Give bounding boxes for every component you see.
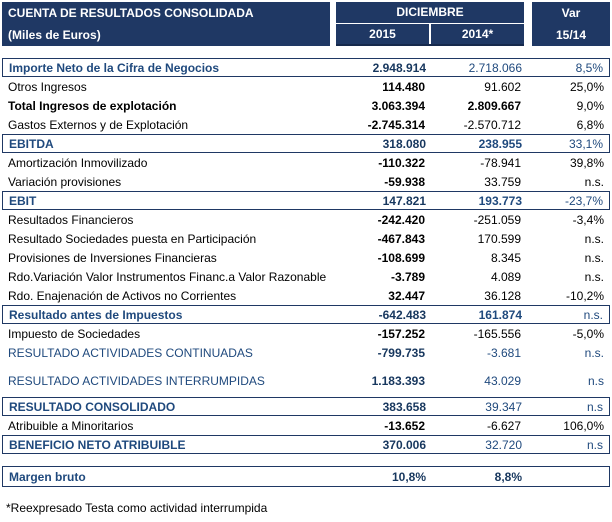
table-row: [2, 229, 610, 248]
column-header-2014: 2014*: [461, 26, 494, 41]
cell-label: Resultados Financieros: [8, 212, 134, 227]
cell-label: EBIT: [9, 193, 37, 208]
table-row: [2, 435, 610, 454]
header-diciembre-block: [336, 2, 524, 46]
table-row: [2, 58, 610, 77]
cell-v2015: 32.447: [388, 288, 425, 303]
cell-v2015: 370.006: [382, 437, 426, 452]
cell-var: 25,0%: [569, 79, 604, 94]
cell-var: n.s: [586, 437, 603, 452]
cell-v2015: -3.789: [390, 269, 425, 284]
table-row: [2, 324, 610, 343]
column-group-diciembre: DICIEMBRE: [336, 2, 524, 24]
cell-label: Rdo.Variación Valor Instrumentos Financ.a Valor Razonable: [8, 269, 327, 284]
cell-var: n.s.: [584, 250, 604, 265]
table-row: [2, 96, 610, 115]
cell-v2014: 193.773: [478, 193, 522, 208]
cell-v2014: -251.059: [473, 212, 521, 227]
cell-v2015: -799.735: [377, 345, 425, 360]
cell-label: Resultado Sociedades puesta en Participación: [8, 231, 257, 246]
cell-v2014: 2.718.066: [468, 60, 522, 75]
cell-var: n.s: [587, 373, 604, 388]
table-body: [2, 58, 610, 454]
margen-bruto-row: [2, 466, 610, 487]
cell-v2015: -110.322: [378, 155, 425, 170]
header-var-block: [532, 2, 610, 46]
cell-v2015: 114.480: [382, 79, 425, 94]
cell-v2015: -2.745.314: [367, 117, 425, 132]
cell-v2014: -165.556: [473, 326, 521, 341]
cell-var: n.s: [586, 399, 603, 414]
cell-v2015: 147.821: [382, 193, 426, 208]
cell-v2015: 318.080: [382, 136, 426, 151]
cell-v2014: 8.345: [490, 250, 521, 265]
cell-var: 9,0%: [576, 98, 604, 113]
cell-v2014: 43.029: [484, 373, 521, 388]
header-title-block: [2, 2, 330, 46]
cell-var: -3,4%: [572, 212, 604, 227]
cell-var: 106,0%: [563, 418, 604, 433]
table-row: [2, 286, 610, 305]
cell-label: Total Ingresos de explotación: [8, 98, 177, 113]
cell-var: n.s.: [584, 174, 604, 189]
table-row: [2, 248, 610, 267]
table-row: [2, 371, 610, 390]
cell-v2014: 170.599: [477, 231, 521, 246]
cell-label: Atribuible a Minoritarios: [8, 418, 134, 433]
column-header-2015: 2015: [369, 26, 396, 41]
cell-label: Gastos Externos y de Explotación: [8, 117, 189, 132]
row-spacer: [2, 362, 610, 371]
table-row: [2, 77, 610, 96]
table-row: [2, 172, 610, 191]
cell-v2014: 2.809.667: [467, 98, 521, 113]
cell-v2014: 36.128: [484, 288, 521, 303]
cell-label: Importe Neto de la Cifra de Negocios: [9, 60, 220, 75]
table-row: [2, 115, 610, 134]
cell-label: Impuesto de Sociedades: [8, 326, 141, 341]
cell-label: Resultado antes de Impuestos: [9, 307, 183, 322]
cell-v2014: 33.759: [484, 174, 521, 189]
cell-var: 8,5%: [575, 60, 603, 75]
cell-var: 6,8%: [576, 117, 604, 132]
cell-var: -10,2%: [565, 288, 604, 303]
cell-v2014: -78.941: [480, 155, 521, 170]
cell-v2015: -467.843: [377, 231, 425, 246]
cell-v2014: -6.627: [486, 418, 521, 433]
table-row: [2, 153, 610, 172]
table-title: CUENTA DE RESULTADOS CONSOLIDADA: [8, 6, 254, 20]
table-row: [2, 305, 610, 324]
footnote: *Reexpresado Testa como actividad interrumpida: [6, 501, 268, 515]
table-units: (Miles de Euros): [8, 28, 101, 42]
cell-v2014: 39.347: [485, 399, 522, 414]
cell-var: n.s.: [583, 307, 603, 322]
table-header: [2, 2, 610, 46]
table-row: [2, 397, 610, 416]
cell-var: -5,0%: [572, 326, 604, 341]
table-row: [2, 267, 610, 286]
table-row: [2, 210, 610, 229]
cell-label: Rdo. Enajenación de Activos no Corrientes: [8, 288, 237, 303]
column-header-var-sub: 15/14: [555, 28, 587, 42]
cell-v2015: 3.063.394: [371, 98, 425, 113]
table-row: [2, 134, 610, 153]
cell-v2015: -157.252: [377, 326, 425, 341]
margen-bruto-2015: 10,8%: [391, 469, 426, 484]
cell-v2014: 91.602: [484, 79, 521, 94]
cell-label: RESULTADO CONSOLIDADO: [9, 399, 176, 414]
cell-var: 39,8%: [569, 155, 604, 170]
cell-v2015: 2.948.914: [372, 60, 426, 75]
row-spacer: [2, 390, 610, 397]
table-row: [2, 416, 610, 435]
cell-v2014: 32.720: [485, 437, 522, 452]
cell-var: n.s.: [584, 231, 604, 246]
cell-label: Variación provisiones: [8, 174, 122, 189]
cell-var: 33,1%: [568, 136, 603, 151]
cell-v2015: 1.183.393: [371, 373, 425, 388]
cell-v2014: 161.874: [478, 307, 522, 322]
cell-v2015: 383.658: [382, 399, 426, 414]
cell-v2014: -3.681: [486, 345, 521, 360]
cell-label: RESULTADO ACTIVIDADES INTERRUMPIDAS: [8, 373, 265, 388]
cell-v2014: -2.570.712: [463, 117, 521, 132]
cell-label: RESULTADO ACTIVIDADES CONTINUADAS: [8, 345, 253, 360]
cell-label: BENEFICIO NETO ATRIBUIBLE: [9, 437, 186, 452]
cell-label: Amortización Inmovilizado: [8, 155, 148, 170]
margen-bruto-2014: 8,8%: [494, 469, 522, 484]
table-row: [2, 343, 610, 362]
cell-var: n.s.: [584, 269, 604, 284]
header-gap: [524, 2, 532, 46]
table-row: [2, 191, 610, 210]
column-header-var: Var: [561, 6, 581, 20]
margen-bruto-label: Margen bruto: [9, 469, 86, 484]
cell-label: Provisiones de Inversiones Financieras: [8, 250, 217, 265]
cell-v2015: -59.938: [384, 174, 425, 189]
cell-var: n.s.: [584, 345, 604, 360]
cell-label: EBITDA: [9, 136, 54, 151]
cell-label: Otros Ingresos: [8, 79, 87, 94]
cell-v2015: -108.699: [377, 250, 425, 265]
cell-v2015: -642.483: [378, 307, 426, 322]
cell-v2015: -13.652: [384, 418, 425, 433]
cell-var: -23,7%: [564, 193, 603, 208]
cell-v2014: 4.089: [490, 269, 521, 284]
cell-v2015: -242.420: [377, 212, 425, 227]
cell-v2014: 238.955: [478, 136, 522, 151]
